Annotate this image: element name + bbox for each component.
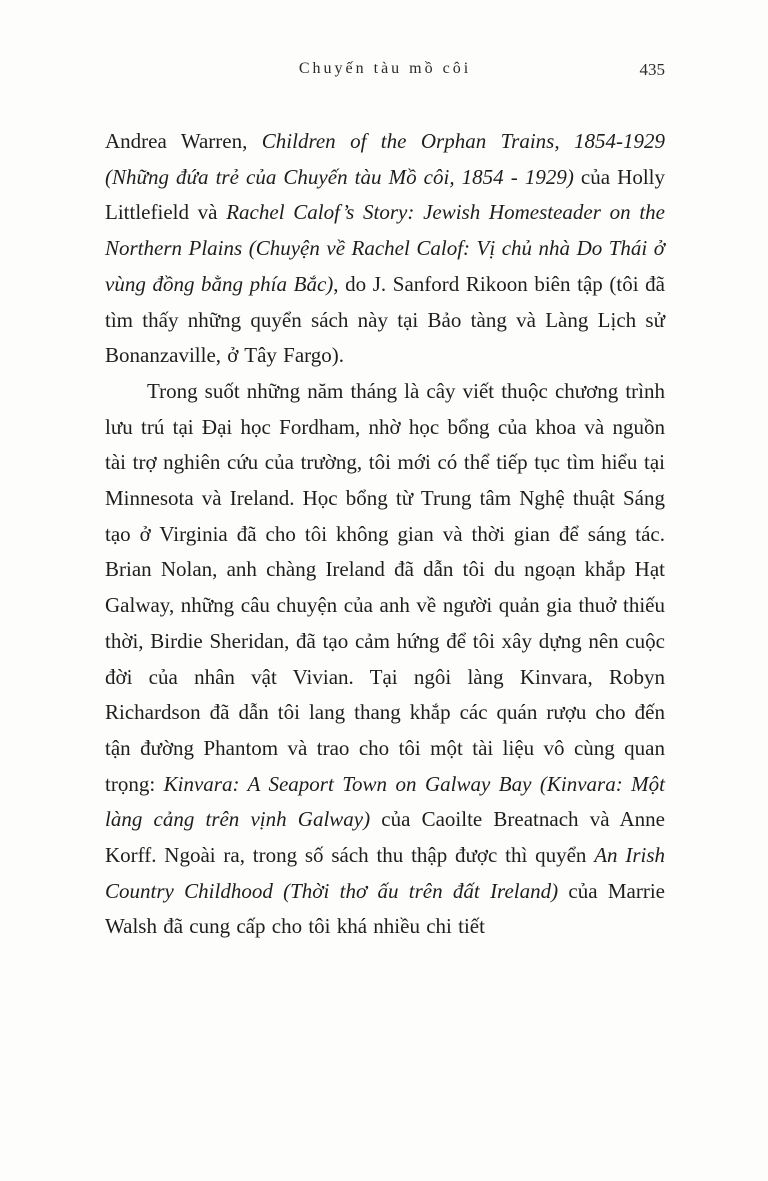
italic-text-run: Children of the Orphan Trains, 1854-1929 (Những đứa trẻ của Chuyến tàu Mồ côi, 1854 - 1929) <box>105 129 665 189</box>
text-run: Andrea Warren, <box>105 129 262 153</box>
text-run: của Marrie Walsh đã cung cấp cho tôi khá nhiều chi tiết <box>105 878 665 939</box>
running-header <box>105 60 665 86</box>
text-run: , do J. Sanford Rikoon biên tập (tôi đã tìm thấy những quyển sách này tại Bảo tàng và Làng Lịch sử Bonanzaville, ở Tây Fargo). <box>105 271 665 368</box>
text-run: Trong suốt những năm tháng là cây viết thuộc chương trình lưu trú tại Đại học Fordham, nhờ học bổng của khoa và nguồn tài trợ nghiên cứu của trường, tôi mới có thể tiếp tục tìm hiểu tại Minnesota và Ireland. Học bổng từ Trung tâm Nghệ thuật Sáng tạo ở Virginia đã cho tôi không gian và thời gian để sáng tác. Brian Nolan, anh chàng Ireland đã dẫn tôi du ngoạn khắp Hạt Galway, những câu chuyện của anh về người quản gia thuở thiếu thời, Birdie Sheridan, đã tạo cảm hứng để tôi xây dựng nên cuộc đời của nhân vật Vivian. Tại ngôi làng Kinvara, Robyn Richardson đã dẫn tôi lang thang khắp các quán rượu cho đến tận đường Phantom và trao cho tôi một tài liệu vô cùng quan trọng: <box>105 378 665 796</box>
text-run: của Holly Littlefield và <box>105 164 665 225</box>
paragraph <box>105 374 665 945</box>
page-number: 435 <box>639 60 665 79</box>
text-run: của Caoilte Breatnach và Anne Korff. Ngoài ra, trong số sách thu thập được thì quyển <box>105 807 666 868</box>
paragraph <box>105 124 665 374</box>
running-header-title: Chuyến tàu mồ côi <box>298 60 472 77</box>
italic-text-run: Rachel Calof’s Story: Jewish Homesteader on the Northern Plains (Chuyện về Rachel Calof: Vị chủ nhà Do Thái ở vùng đồng bằng phía Bắc) <box>105 200 665 296</box>
italic-text-run: An Irish Country Childhood (Thời thơ ấu trên đất Ireland) <box>105 843 665 903</box>
italic-text-run: Kinvara: A Seaport Town on Galway Bay (Kinvara: Một làng cảng trên vịnh Galway) <box>105 771 665 832</box>
text-block <box>105 124 665 945</box>
